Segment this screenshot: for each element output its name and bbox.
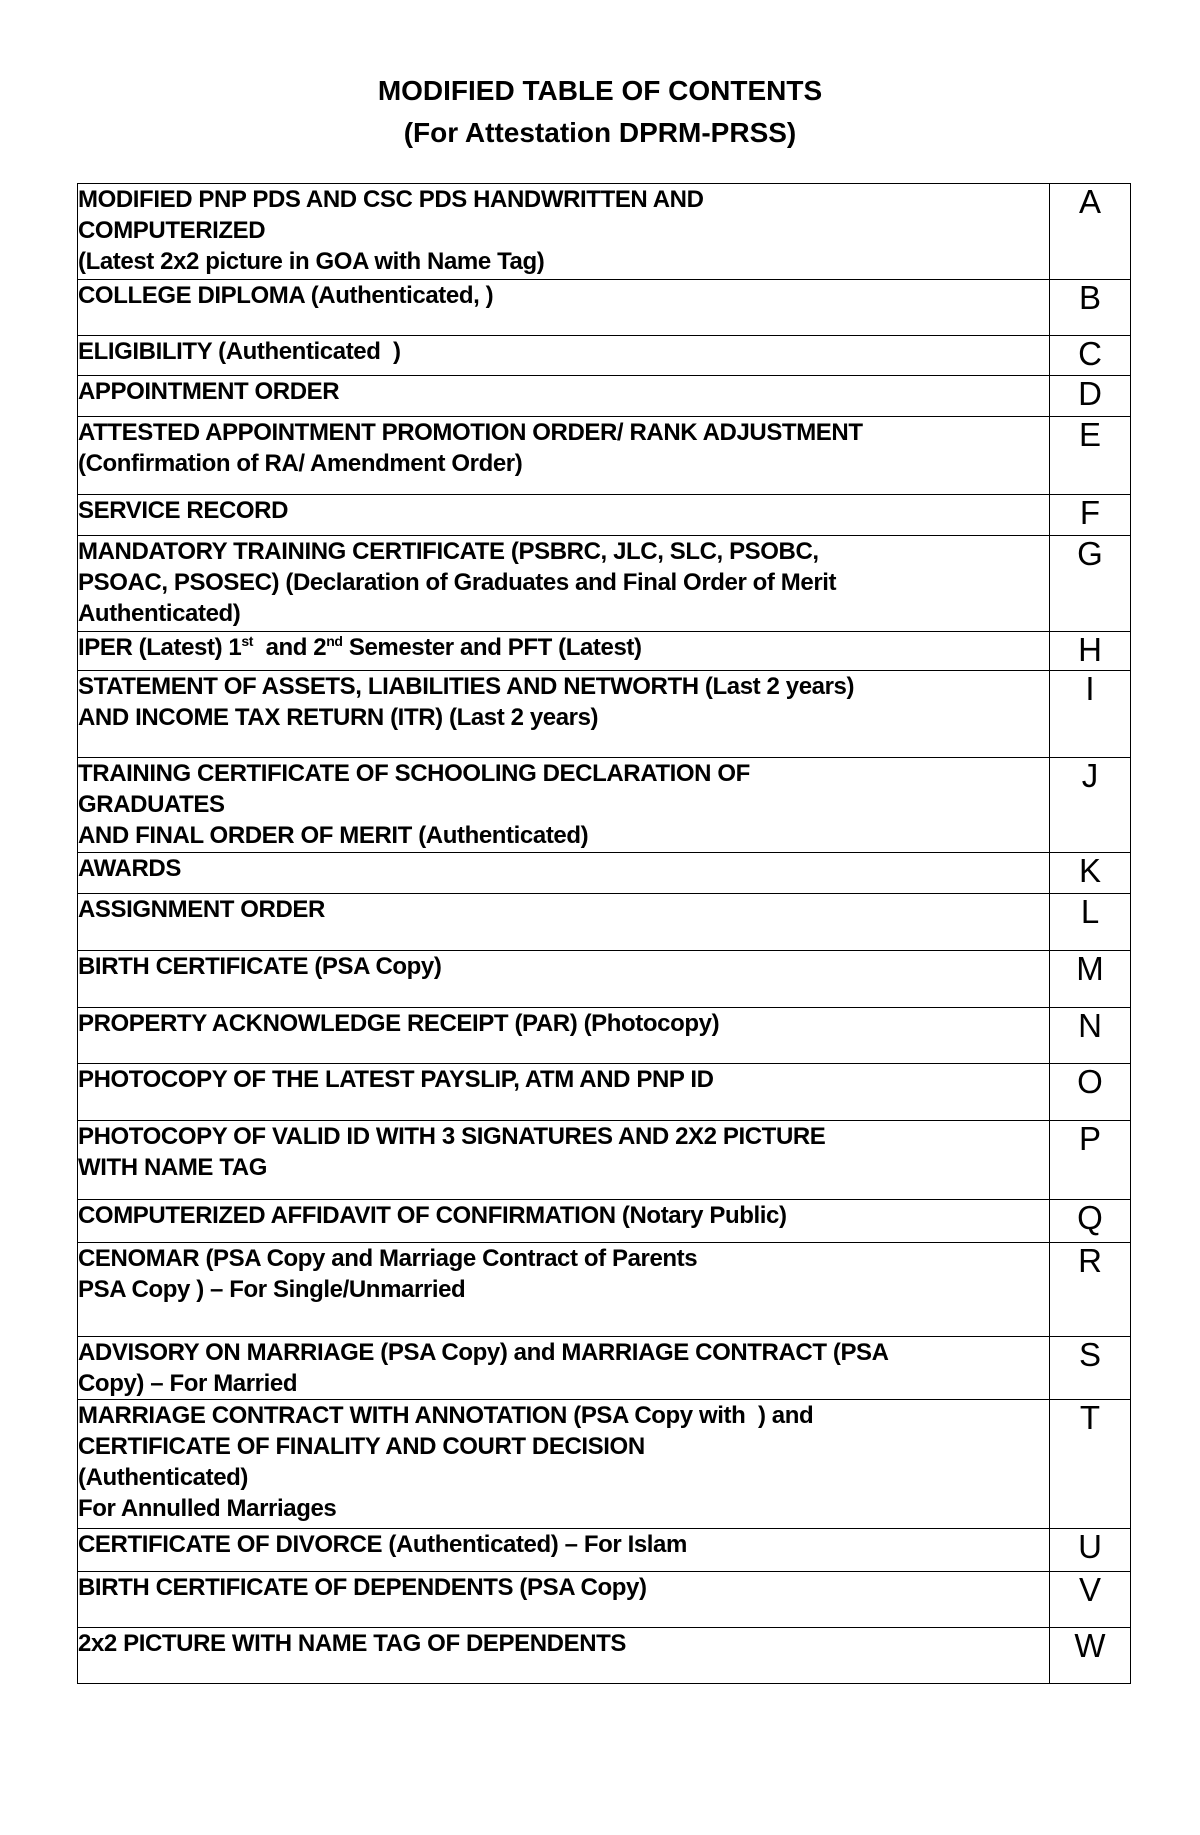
table-row: [78, 1064, 1131, 1121]
title-line-1: MODIFIED TABLE OF CONTENTS: [377, 75, 823, 106]
item-letter: K: [1050, 853, 1131, 894]
description-line: For Annulled Marriages: [78, 1495, 337, 1522]
item-description: [78, 1628, 1050, 1684]
item-description: [78, 1337, 1050, 1400]
item-description: [78, 853, 1050, 894]
table-row: [78, 1008, 1131, 1064]
description-line: WITH NAME TAG: [78, 1154, 267, 1181]
description-line: STATEMENT OF ASSETS, LIABILITIES AND NETWORTH (Last 2 years): [78, 673, 855, 700]
table-row: [78, 758, 1131, 853]
item-description: [78, 632, 1050, 671]
table-row: [78, 1200, 1131, 1243]
description-text: Semester and PFT (Latest): [342, 634, 642, 661]
table-row: [78, 671, 1131, 758]
item-letter: W: [1050, 1628, 1131, 1684]
description-line: CERTIFICATE OF FINALITY AND COURT DECISION: [78, 1433, 645, 1460]
item-letter: C: [1050, 336, 1131, 376]
description-line: ATTESTED APPOINTMENT PROMOTION ORDER/ RANK ADJUSTMENT: [78, 419, 863, 446]
description-line: 2x2 PICTURE WITH NAME TAG OF DEPENDENTS: [78, 1630, 627, 1657]
description-line: ELIGIBILITY (Authenticated ): [78, 338, 401, 365]
table-row: [78, 1400, 1131, 1529]
item-letter: G: [1050, 536, 1131, 632]
description-line: [78, 632, 1049, 663]
description-line: (Latest 2x2 picture in GOA with Name Tag): [78, 248, 545, 275]
description-line: (Authenticated): [78, 1464, 248, 1491]
description-line: COMPUTERIZED: [78, 217, 266, 244]
contents-table: [77, 183, 1131, 1684]
item-description: [78, 894, 1050, 951]
table-row: [78, 417, 1131, 495]
ordinal-suffix: nd: [326, 633, 343, 649]
table-row: [78, 1337, 1131, 1400]
description-line: (Confirmation of RA/ Amendment Order): [78, 450, 523, 477]
description-line: BIRTH CERTIFICATE (PSA Copy): [78, 953, 442, 980]
description-text: and 2: [253, 634, 327, 661]
description-line: COMPUTERIZED AFFIDAVIT OF CONFIRMATION (Notary Public): [78, 1202, 787, 1229]
item-description: [78, 671, 1050, 758]
item-description: [78, 536, 1050, 632]
item-letter: V: [1050, 1572, 1131, 1628]
table-row: [78, 376, 1131, 417]
description-line: AND INCOME TAX RETURN (ITR) (Last 2 years): [78, 704, 599, 731]
description-line: Authenticated): [78, 600, 241, 627]
item-letter: H: [1050, 632, 1131, 671]
item-description: [78, 1200, 1050, 1243]
description-line: TRAINING CERTIFICATE OF SCHOOLING DECLARATION OF: [78, 760, 750, 787]
item-letter: U: [1050, 1529, 1131, 1572]
table-row: [78, 1628, 1131, 1684]
description-line: SERVICE RECORD: [78, 497, 289, 524]
table-row: [78, 280, 1131, 336]
description-line: PHOTOCOPY OF THE LATEST PAYSLIP, ATM AND PNP ID: [78, 1066, 714, 1093]
description-line: CERTIFICATE OF DIVORCE (Authenticated) – For Islam: [78, 1531, 687, 1558]
item-description: [78, 495, 1050, 536]
item-letter: Q: [1050, 1200, 1131, 1243]
item-description: [78, 336, 1050, 376]
item-letter: L: [1050, 894, 1131, 951]
item-description: [78, 376, 1050, 417]
item-letter: O: [1050, 1064, 1131, 1121]
item-letter: T: [1050, 1400, 1131, 1529]
table-row: [78, 853, 1131, 894]
table-row: [78, 1572, 1131, 1628]
item-letter: I: [1050, 671, 1131, 758]
description-line: ADVISORY ON MARRIAGE (PSA Copy) and MARRIAGE CONTRACT (PSA: [78, 1339, 889, 1366]
item-letter: N: [1050, 1008, 1131, 1064]
ordinal-suffix: st: [241, 633, 254, 649]
description-line: PROPERTY ACKNOWLEDGE RECEIPT (PAR) (Photocopy): [78, 1010, 720, 1037]
item-description: [78, 1243, 1050, 1337]
table-row: [78, 632, 1131, 671]
table-row: [78, 1243, 1131, 1337]
item-description: [78, 1121, 1050, 1200]
description-line: Copy) – For Married: [78, 1370, 298, 1397]
table-row: [78, 1529, 1131, 1572]
table-row: [78, 894, 1131, 951]
item-letter: S: [1050, 1337, 1131, 1400]
item-description: [78, 1400, 1050, 1529]
item-description: [78, 417, 1050, 495]
table-row: [78, 336, 1131, 376]
table-row: [78, 184, 1131, 280]
description-line: MARRIAGE CONTRACT WITH ANNOTATION (PSA Copy with ) and: [78, 1402, 814, 1429]
description-line: AND FINAL ORDER OF MERIT (Authenticated): [78, 822, 589, 849]
item-description: [78, 280, 1050, 336]
item-description: [78, 1529, 1050, 1572]
description-line: GRADUATES: [78, 791, 225, 818]
item-letter: J: [1050, 758, 1131, 853]
table-row: [78, 536, 1131, 632]
item-description: [78, 758, 1050, 853]
description-line: PHOTOCOPY OF VALID ID WITH 3 SIGNATURES AND 2X2 PICTURE: [78, 1123, 826, 1150]
description-line: MODIFIED PNP PDS AND CSC PDS HANDWRITTEN AND: [78, 186, 704, 213]
table-row: [78, 951, 1131, 1008]
contents-table-body: [78, 184, 1131, 1684]
document-title: [0, 70, 1200, 154]
description-line: CENOMAR (PSA Copy and Marriage Contract of Parents: [78, 1245, 698, 1272]
description-line: AWARDS: [78, 855, 181, 882]
item-letter: E: [1050, 417, 1131, 495]
description-line: PSA Copy ) – For Single/Unmarried: [78, 1276, 466, 1303]
item-letter: M: [1050, 951, 1131, 1008]
item-description: [78, 1572, 1050, 1628]
description-line: ASSIGNMENT ORDER: [78, 896, 325, 923]
item-letter: P: [1050, 1121, 1131, 1200]
table-row: [78, 495, 1131, 536]
title-line-2: (For Attestation DPRM-PRSS): [403, 117, 797, 148]
item-letter: F: [1050, 495, 1131, 536]
description-line: PSOAC, PSOSEC) (Declaration of Graduates and Final Order of Merit: [78, 569, 837, 596]
description-line: MANDATORY TRAINING CERTIFICATE (PSBRC, JLC, SLC, PSOBC,: [78, 538, 819, 565]
item-letter: R: [1050, 1243, 1131, 1337]
item-letter: A: [1050, 184, 1131, 280]
description-line: BIRTH CERTIFICATE OF DEPENDENTS (PSA Copy): [78, 1574, 647, 1601]
description-line: COLLEGE DIPLOMA (Authenticated, ): [78, 282, 494, 309]
description-line: APPOINTMENT ORDER: [78, 378, 340, 405]
table-row: [78, 1121, 1131, 1200]
item-description: [78, 951, 1050, 1008]
item-description: [78, 1008, 1050, 1064]
description-text: IPER (Latest) 1: [78, 634, 242, 661]
item-letter: D: [1050, 376, 1131, 417]
item-description: [78, 1064, 1050, 1121]
item-description: [78, 184, 1050, 280]
item-letter: B: [1050, 280, 1131, 336]
